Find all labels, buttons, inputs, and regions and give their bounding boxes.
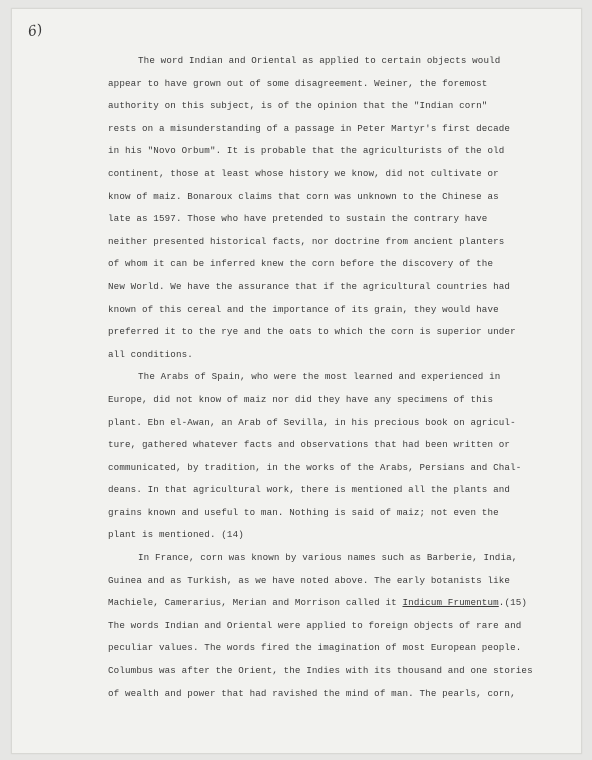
- text-line: In France, corn was known by various names such as Barberie, India,: [138, 552, 518, 564]
- text-line: in his "Novo Orbum". It is probable that the agriculturists of the old: [108, 145, 505, 157]
- text-line: ture, gathered whatever facts and observations that had been written or: [108, 439, 511, 451]
- text-line: of wealth and power that had ravished the mind of man. The pearls, corn,: [108, 687, 516, 699]
- text-segment: Machiele, Camerarius, Merian and Morrison called it: [108, 597, 403, 609]
- text-line: peculiar values. The words fired the imagination of most European people.: [108, 642, 522, 654]
- text-line: know of maiz. Bonaroux claims that corn was unknown to the Chinese as: [108, 190, 499, 202]
- underlined-term: Indicum Frumentum: [402, 597, 499, 609]
- text-line: rests on a misunderstanding of a passage in Peter Martyr's first decade: [108, 122, 511, 134]
- text-line: The Arabs of Spain, who were the most learned and experienced in: [138, 371, 501, 383]
- text-line: The word Indian and Oriental as applied to certain objects would: [138, 55, 501, 66]
- text-line: appear to have grown out of some disagreement. Weiner, the foremost: [108, 77, 488, 89]
- text-line: of whom it can be inferred knew the corn before the discovery of the: [108, 258, 494, 270]
- text-line: plant. Ebn el-Awan, an Arab of Sevilla, in his precious book on agricul-: [108, 416, 516, 428]
- text-line: preferred it to the rye and the oats to which the corn is superior under: [108, 326, 516, 338]
- text-line: plant is mentioned. (14): [108, 529, 244, 541]
- text-line: Europe, did not know of maiz nor did they have any specimens of this: [108, 393, 494, 405]
- text-line: known of this cereal and the importance of its grain, they would have: [108, 303, 499, 315]
- text-line: authority on this subject, is of the opinion that the "Indian corn": [108, 100, 488, 112]
- text-line: neither presented historical facts, nor doctrine from ancient planters: [108, 235, 505, 247]
- text-line: deans. In that agricultural work, there is mentioned all the plants and: [108, 484, 511, 496]
- text-line: continent, those at least whose history we know, did not cultivate or: [108, 167, 499, 179]
- text-line: Columbus was after the Orient, the Indies with its thousand and one stories: [108, 665, 533, 677]
- page-number-mark: 6): [26, 21, 44, 41]
- text-line: Guinea and as Turkish, as we have noted above. The early botanists like: [108, 574, 511, 586]
- text-line: The words Indian and Oriental were applied to foreign objects of rare and: [108, 619, 522, 631]
- document-body: [108, 50, 548, 705]
- text-line: grains known and useful to man. Nothing is said of maiz; not even the: [108, 506, 499, 518]
- text-segment: .(15): [498, 597, 528, 609]
- text-line: New World. We have the assurance that if the agricultural countries had: [108, 280, 511, 292]
- text-line: [108, 592, 548, 615]
- text-line: late as 1597. Those who have pretended to sustain the contrary have: [108, 213, 488, 225]
- text-line: all conditions.: [108, 348, 193, 360]
- text-line: communicated, by tradition, in the works of the Arabs, Persians and Chal-: [108, 461, 522, 473]
